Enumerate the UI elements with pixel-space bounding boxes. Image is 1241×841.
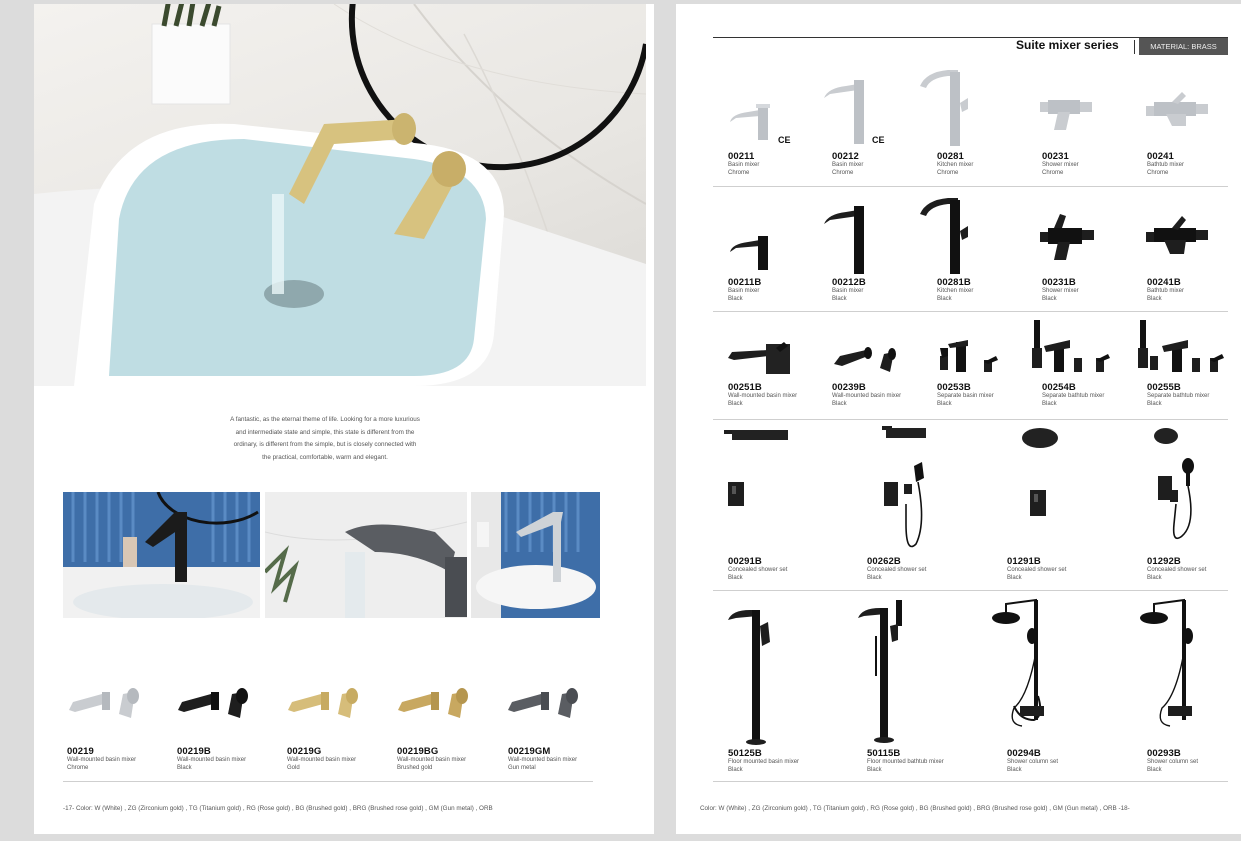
product-name: Bathtub mixer (1147, 288, 1185, 294)
product-name: Wall-mounted basin mixer (287, 757, 357, 763)
product-finish: Black (832, 295, 847, 302)
product-finish: Black (937, 295, 952, 302)
intro-text (200, 414, 450, 464)
product-finish: Black (1147, 574, 1162, 581)
product-name: Separate bathtub mixer (1147, 393, 1210, 399)
shower-mixer-chrome-image (1040, 92, 1100, 132)
kitchen-mixer-chrome-image (918, 68, 968, 148)
product-name: Kitchen mixer (937, 288, 974, 294)
product-name: Concealed shower set (867, 567, 927, 573)
product-code: 00211B (728, 277, 762, 288)
product-50115B (867, 748, 967, 774)
product-code: 00255B (1147, 382, 1181, 393)
photo-black-basin-mixer (63, 492, 260, 618)
product-finish: Black (1147, 400, 1162, 407)
photo-gray-wall-mixer (265, 492, 467, 618)
product-code: 00254B (1042, 382, 1076, 393)
product-name: Shower column set (1147, 759, 1199, 765)
product-code: 00293B (1147, 748, 1181, 759)
product-name: Separate bathtub mixer (1042, 393, 1105, 399)
product-00219B (176, 684, 284, 729)
product-finish: Black (937, 400, 952, 407)
concealed-shower-set-handheld-black-image (880, 424, 930, 554)
product-name: Concealed shower set (1007, 567, 1067, 573)
product-00262B (867, 556, 967, 582)
product-finish: Chrome (728, 169, 750, 176)
product-finish: Chrome (937, 169, 959, 176)
product-name: Basin mixer (832, 162, 864, 168)
product-code: 00251B (728, 382, 762, 393)
product-finish: Black (867, 574, 882, 581)
floor-bathtub-mixer-black-image (854, 596, 914, 746)
product-name: Shower mixer (1042, 288, 1079, 294)
product-00255B (1147, 382, 1241, 408)
ce-mark: CE (872, 135, 885, 145)
concealed-shower-set-round-handheld-black-image (1152, 424, 1212, 554)
product-finish: Black (1007, 574, 1022, 581)
label-00219B (177, 746, 287, 772)
divider (713, 590, 1228, 591)
product-code: 00291B (728, 556, 762, 567)
label-00219 (67, 746, 177, 772)
product-code: 00241B (1147, 277, 1181, 288)
intro-line: ordinary, is different from the simple, but is closely connected with (233, 441, 417, 448)
kitchen-mixer-black-image (918, 196, 968, 276)
label-00219G (287, 746, 397, 772)
separate-bathtub-mixer-black-image (1030, 320, 1110, 376)
label-00219GM (508, 746, 618, 772)
product-code: 00219B (177, 746, 211, 757)
product-00211 (728, 151, 828, 177)
divider (713, 186, 1228, 187)
product-00219 (67, 684, 175, 729)
product-finish: Gun metal (508, 764, 536, 771)
product-00241 (1147, 151, 1241, 177)
product-finish: Black (728, 574, 743, 581)
product-name: Basin mixer (728, 162, 760, 168)
product-01292B (1147, 556, 1241, 582)
divider (713, 781, 1228, 782)
product-finish: Black (832, 400, 847, 407)
separate-basin-mixer-black-image (938, 336, 1003, 376)
product-00212B (832, 277, 932, 303)
product-50125B (728, 748, 828, 774)
product-00254B (1042, 382, 1142, 408)
basin-mixer-chrome-image (728, 100, 773, 145)
product-name: Bathtub mixer (1147, 162, 1185, 168)
product-00219BG (396, 684, 504, 729)
product-code: 00281B (937, 277, 971, 288)
product-name: Shower column set (1007, 759, 1059, 765)
product-name: Shower mixer (1042, 162, 1079, 168)
product-name: Floor mounted basin mixer (728, 759, 800, 765)
hero-photo-gold-wall-mixer (34, 4, 646, 386)
wall-mixer-gun-metal-image (506, 684, 586, 724)
intro-line: A fantastic, as the eternal theme of life. Looking for a more luxurious (230, 416, 420, 423)
ce-mark: CE (778, 135, 791, 145)
product-00281B (937, 277, 1037, 303)
divider (713, 419, 1228, 420)
product-00253B (937, 382, 1037, 408)
left-footer: -17- Color: W (White) , ZG (Zirconium gold) , TG (Titanium gold) , RG (Rose gold) , BG (Brushed gold) , BRG (Brushed rose gold) , GM (Gun metal) , ORB (63, 805, 493, 812)
product-code: 00241 (1147, 151, 1174, 162)
concealed-shower-set-black-image (724, 424, 794, 514)
product-code: 00219GM (508, 746, 551, 757)
product-finish: Chrome (1042, 169, 1064, 176)
product-finish: Black (728, 295, 743, 302)
product-00291B (728, 556, 828, 582)
wall-mixer-gold-image (286, 684, 366, 724)
photo-chrome-tall-mixer (471, 492, 600, 618)
product-finish: Gold (287, 764, 300, 771)
product-name: Wall-mounted basin mixer (508, 757, 578, 763)
product-code: 00219BG (397, 746, 439, 757)
tall-basin-mixer-chrome-image (824, 76, 869, 146)
product-finish: Black (1147, 295, 1162, 302)
product-code: 00231B (1042, 277, 1076, 288)
product-finish: Black (1147, 766, 1162, 773)
product-code: 00219 (67, 746, 94, 757)
product-00239B (832, 382, 932, 408)
product-finish: Black (1042, 400, 1057, 407)
concealed-shower-set-round-black-image (1020, 424, 1070, 524)
product-code: 00219G (287, 746, 322, 757)
product-code: 00281 (937, 151, 964, 162)
product-code: 01292B (1147, 556, 1181, 567)
product-finish: Chrome (832, 169, 854, 176)
product-finish: Chrome (1147, 169, 1169, 176)
material-badge: MATERIAL: BRASS (1139, 38, 1228, 55)
product-00281 (937, 151, 1037, 177)
product-code: 50115B (867, 748, 901, 759)
product-finish: Black (728, 766, 743, 773)
product-finish: Black (1042, 295, 1057, 302)
tall-basin-mixer-black-image (824, 202, 869, 276)
product-00219GM (506, 684, 614, 729)
product-code: 50125B (728, 748, 762, 759)
bathtub-mixer-black-image (1146, 214, 1208, 258)
product-finish: Black (1007, 766, 1022, 773)
product-finish: Brushed gold (397, 764, 433, 771)
label-00219BG (397, 746, 507, 772)
product-00219G (286, 684, 394, 729)
wall-mixer-brushed-gold-image (396, 684, 476, 724)
floor-basin-mixer-black-image (728, 606, 778, 746)
product-code: 00211 (728, 151, 755, 162)
product-name: Separate basin mixer (937, 393, 994, 399)
wall-basin-mixer-two-piece-black-image (834, 336, 899, 374)
product-00251B (728, 382, 828, 408)
product-finish: Black (728, 400, 743, 407)
shower-mixer-black-image (1040, 214, 1100, 262)
product-name: Wall-mounted basin mixer (397, 757, 467, 763)
product-00231B (1042, 277, 1142, 303)
product-code: 00212B (832, 277, 866, 288)
divider (63, 781, 593, 782)
product-name: Wall-mounted basin mixer (832, 393, 902, 399)
product-finish: Black (867, 766, 882, 773)
product-code: 00294B (1007, 748, 1041, 759)
product-00293B (1147, 748, 1241, 774)
shower-column-round-black-image (1140, 596, 1200, 746)
product-code: 01291B (1007, 556, 1041, 567)
series-title: Suite mixer series (1016, 38, 1119, 52)
product-name: Kitchen mixer (937, 162, 974, 168)
product-finish: Black (177, 764, 192, 771)
product-01291B (1007, 556, 1107, 582)
product-00241B (1147, 277, 1241, 303)
product-code: 00239B (832, 382, 866, 393)
intro-line: the practical, comfortable, warm and elegant. (262, 453, 388, 461)
wall-mixer-chrome-image (67, 684, 147, 724)
intro-line: and intermediate state and simple, this state is different from the (235, 428, 415, 436)
product-code: 00262B (867, 556, 901, 567)
product-00231 (1042, 151, 1142, 177)
product-name: Basin mixer (728, 288, 760, 294)
product-code: 00212 (832, 151, 859, 162)
right-footer: Color: W (White) , ZG (Zirconium gold) , TG (Titanium gold) , RG (Rose gold) , BG (Brushed gold) , BRG (Brushed rose gold) , GM (Gun metal) , ORB -18- (700, 805, 1130, 812)
separate-bathtub-mixer-black-image (1136, 320, 1226, 376)
product-name: Concealed shower set (728, 567, 788, 573)
product-00294B (1007, 748, 1107, 774)
product-name: Wall-mounted basin mixer (67, 757, 137, 763)
product-name: Basin mixer (832, 288, 864, 294)
product-00211B (728, 277, 828, 303)
wall-basin-mixer-black-image (728, 340, 793, 376)
wall-mixer-black-image (176, 684, 256, 724)
product-code: 00231 (1042, 151, 1069, 162)
product-00212 (832, 151, 932, 177)
basin-mixer-black-image (728, 230, 773, 275)
product-name: Concealed shower set (1147, 567, 1207, 573)
bathtub-mixer-chrome-image (1146, 92, 1208, 132)
series-separator (1134, 40, 1135, 54)
product-name: Wall-mounted basin mixer (177, 757, 247, 763)
product-code: 00253B (937, 382, 971, 393)
divider (713, 311, 1228, 312)
product-name: Wall-mounted basin mixer (728, 393, 798, 399)
product-name: Floor mounted bathtub mixer (867, 759, 944, 765)
product-finish: Chrome (67, 764, 89, 771)
shower-column-round-black-image (992, 596, 1052, 746)
